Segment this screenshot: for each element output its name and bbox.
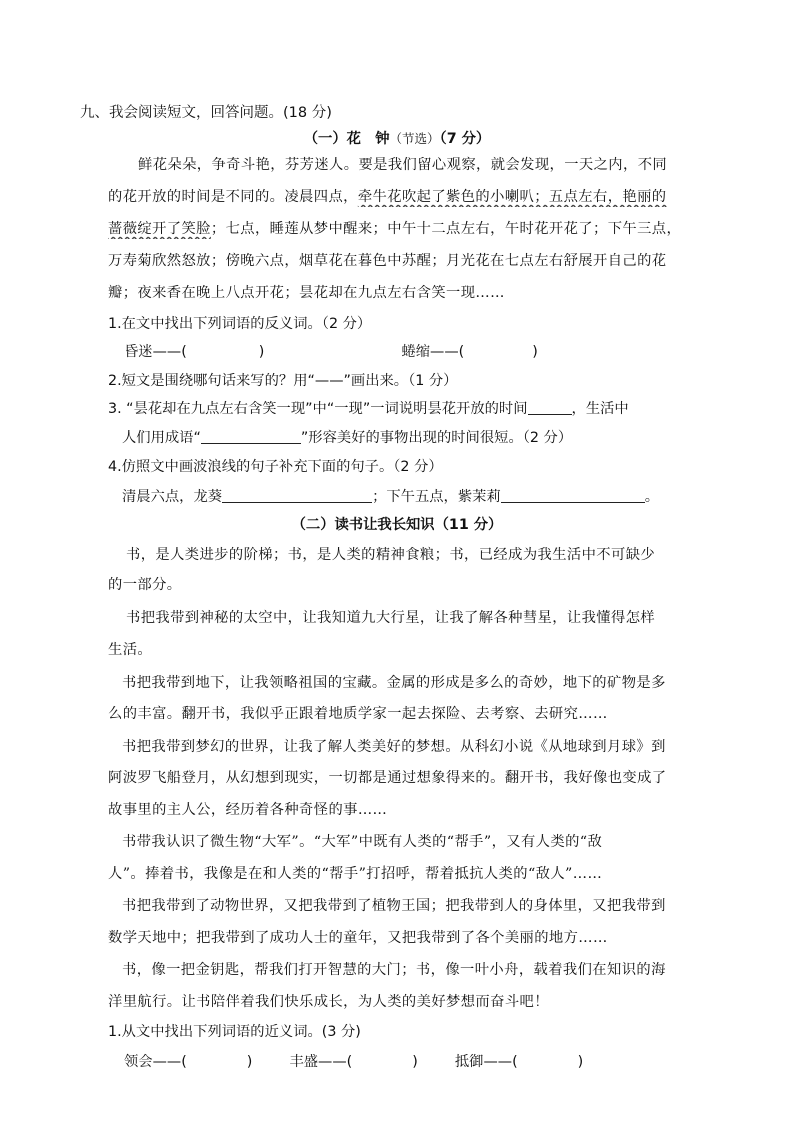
part1-q3-line-2 (122, 428, 722, 448)
part2-q1-prompt: 1.从文中找出下列词语的近义词。(3 分) (108, 1024, 361, 1040)
part1-passage-line-2 (108, 187, 723, 207)
p2q1-dash-a: —— (152, 1054, 182, 1070)
part2-passage-line-11: 人”。捧着书，我像是在和人类的“帮手”打招呼，帮着抵抗人类的“敌人”…… (108, 866, 603, 882)
part1-passage-line-3-rest: ；七点，睡莲从梦中醒来；中午十二点左右，午时花开花了；下午三点， (210, 221, 682, 237)
part1-title-score: （7 分） (439, 131, 491, 147)
q3-answer-blank-1[interactable] (528, 400, 572, 415)
part2-passage-line-5: 书把我带到地下，让我领略祖国的宝藏。金属的形成是多么的奇妙，地下的矿物是多 (122, 675, 666, 691)
part1-passage-line-3 (108, 219, 723, 239)
part2-passage-line-14: 书，像一把金钥匙，帮我们打开智慧的大门；书，像一叶小舟，载着我们在知识的海 (122, 962, 666, 978)
part2-passage-line-12: 书把我带到了动物世界，又把我带到了植物王国；把我带到人的身体里，又把我带到 (122, 898, 666, 914)
part1-q2-prompt: 2.短文是围绕哪句话来写的？用“——”画出来。（1 分） (108, 373, 458, 389)
p2q1-paren-close-c: ) (577, 1054, 584, 1070)
part1-title-text: （一）花 钟 (303, 131, 390, 147)
q4-sentence-end: 。 (644, 489, 660, 505)
p2q1-dash-b: —— (318, 1054, 347, 1070)
q4-sentence-2: ；下午五点，紫茉莉 (372, 489, 501, 505)
part2-passage-line-1: 书，是人类进步的阶梯；书，是人类的精神食粮；书，已经成为我生活中不可缺少 (126, 547, 656, 563)
part1-q1-answer-row (124, 342, 724, 362)
q4-answer-blank-1[interactable] (222, 488, 372, 503)
q1-paren-close-b: ) (532, 344, 538, 360)
part2-passage-line-15: 洋里航行。让书陪伴着我们快乐成长，为人类的美好梦想而奋斗吧！ (108, 994, 549, 1010)
part1-passage-line-5: 瓣；夜来香在晚上八点开花；昙花却在九点左右含笑一现…… (108, 285, 505, 301)
p2q1-paren-open-b: ( (346, 1054, 353, 1070)
p2q1-dash-c: —— (483, 1054, 513, 1070)
q1-paren-open-b: ( (458, 344, 465, 360)
p2q1-word-b: 丰盛 (289, 1054, 319, 1070)
q1-word-a: 昏迷 (124, 344, 153, 360)
q3-answer-blank-2[interactable] (201, 429, 301, 444)
q1-paren-close-a: ) (258, 344, 265, 360)
part2-passage-line-2: 的一部分。 (108, 577, 182, 593)
part2-passage-line-4: 生活。 (108, 642, 153, 658)
part2-passage-line-6: 么的丰富。翻开书，我似乎正跟着地质学家一起去探险、去考察、去研究…… (108, 706, 608, 722)
q4-answer-blank-2[interactable] (501, 488, 645, 503)
q1-dash-a: —— (152, 344, 182, 360)
part2-passage-line-3: 书把我带到神秘的太空中，让我知道九大行星，让我了解各种彗星，让我懂得怎样 (126, 610, 656, 626)
p2q1-paren-close-b: ) (412, 1054, 418, 1070)
q4-sentence-1: 清晨六点，龙葵 (122, 489, 223, 505)
q1-dash-b: —— (430, 344, 459, 360)
part1-q4-answer-row (122, 487, 722, 507)
wavy-underline-sentence-a: 牵牛花吹起了紫色的小喇叭；五点左右，艳丽的 (357, 189, 667, 205)
part1-q1-prompt: 1.在文中找出下列词语的反义词。（2 分） (108, 316, 372, 332)
part1-q3-line-1 (108, 399, 723, 419)
part2-q1-answer-row (124, 1052, 724, 1072)
p2q1-paren-close-a: ) (246, 1054, 253, 1070)
part2-passage-line-10: 书带我认识了微生物“大军”。“大军”中既有人类的“帮手”，又有人类的“敌 (122, 834, 603, 850)
q3-text-a: 3. “昙花却在九点左右含笑一现”中“一现”一词说明昙花开放的时间 (108, 401, 528, 417)
part2-title: （二）读书让我长知识（11 分） (291, 517, 503, 533)
p2q1-paren-open-a: ( (181, 1054, 187, 1070)
part1-q4-prompt: 4.仿照文中画波浪线的句子补充下面的句子。（2 分） (108, 459, 443, 475)
p2q1-word-c: 抵御 (454, 1054, 484, 1070)
p2q1-paren-open-c: ( (512, 1054, 518, 1070)
part2-passage-line-13: 数学天地中；把我带到了成功人士的童年，又把我带到了各个美丽的地方…… (108, 930, 608, 946)
p2q1-word-a: 领会 (124, 1054, 153, 1070)
part1-passage-line-4: 万寿菊欣然怒放；傍晚六点，烟草花在暮色中苏醒；月光花在七点左右舒展开自己的花 (108, 253, 667, 269)
part1-title-note: （节选） (389, 131, 440, 146)
part1-passage-line-1: 鲜花朵朵，争奇斗艳，芬芳迷人。要是我们留心观察，就会发现，一天之内，不同 (138, 157, 668, 173)
q3-text-c: 人们用成语“ (122, 430, 201, 446)
wavy-underline-sentence-b: 蔷薇绽开了笑脸 (108, 221, 211, 237)
q1-paren-open-a: ( (181, 344, 187, 360)
q3-text-d: ”形容美好的事物出现的时间很短。（2 分） (300, 430, 573, 446)
part2-passage-line-9: 故事里的主人公，经历着各种奇怪的事…… (108, 802, 388, 818)
part2-passage-line-8: 阿波罗飞船登月，从幻想到现实，一切都是通过想象得来的。翻开书，我好像也变成了 (108, 770, 667, 786)
part1-title (0, 129, 794, 149)
section-heading: 九、我会阅读短文，回答问题。(18 分) (80, 105, 332, 121)
part1-passage-line-2-start: 的花开放的时间是不同的。凌晨四点， (108, 189, 358, 205)
q1-word-b: 蜷缩 (401, 344, 431, 360)
part2-passage-line-7: 书把我带到梦幻的世界，让我了解人类美好的梦想。从科幻小说《从地球到月球》到 (122, 739, 666, 755)
q3-text-b: ，生活中 (571, 401, 629, 417)
